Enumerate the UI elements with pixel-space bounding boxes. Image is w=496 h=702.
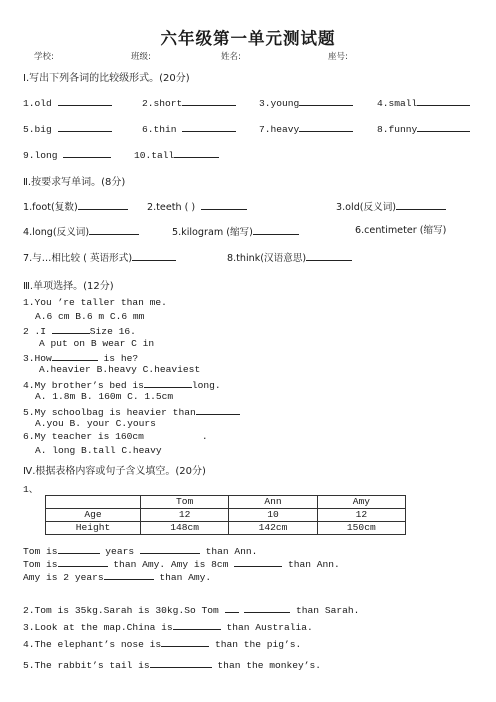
table-header-tom: Tom (141, 496, 229, 509)
answer-blank[interactable] (52, 351, 98, 361)
answer-blank[interactable] (174, 148, 219, 158)
s1-item-9: 9.long (23, 148, 111, 162)
section-1-heading: Ⅰ.写出下列各词的比较级形式。(20分) (23, 73, 190, 84)
s2-item-8: 8.think(汉语意思) (227, 251, 352, 265)
s4-question-1-label: 1、 (23, 484, 39, 495)
section-2-row-1 (0, 200, 496, 212)
answer-blank[interactable] (299, 96, 353, 106)
table-cell: 148cm (141, 522, 229, 535)
answer-blank[interactable] (173, 620, 221, 630)
table-corner-cell (46, 496, 141, 509)
section-3-heading: Ⅲ.单项选择。(12分) (23, 281, 114, 292)
s1-item-10: 10.tall (134, 148, 219, 162)
answer-blank[interactable] (89, 225, 139, 235)
section-2-row-3 (0, 251, 496, 263)
table-cell: Height (46, 522, 141, 535)
s3-question-6: 6.My teacher is 160cm . (23, 431, 208, 442)
s1-item-1: 1.old (23, 96, 112, 110)
section-2-heading: Ⅱ.按要求写单词。(8分) (23, 177, 126, 188)
answer-blank[interactable] (417, 122, 470, 132)
answer-blank[interactable] (201, 200, 247, 210)
s3-question-5: 5.My schoolbag is heavier than (23, 405, 240, 419)
answer-blank[interactable] (63, 148, 111, 158)
answer-blank[interactable] (182, 122, 236, 132)
table-cell: 150cm (317, 522, 405, 535)
table-header-amy: Amy (317, 496, 405, 509)
s2-item-6: 6.centimeter (缩写) (355, 225, 447, 236)
class-field-label: 班级: (131, 52, 151, 62)
s1-item-8: 8.funny (377, 122, 470, 136)
answer-blank[interactable] (161, 637, 209, 647)
answer-blank[interactable] (244, 603, 290, 613)
table-cell: 12 (141, 509, 229, 522)
s3-options-6: A. long B.tall C.heavy (35, 445, 162, 456)
s2-item-1: 1.foot(复数) (23, 200, 128, 214)
table-row (46, 522, 406, 535)
s3-question-3: 3.How is he? (23, 353, 139, 364)
s1-item-4: 4.small (377, 96, 470, 110)
table-cell: 10 (229, 509, 317, 522)
comparison-table (45, 495, 406, 535)
table-header-ann: Ann (229, 496, 317, 509)
section-1-row-2 (0, 122, 496, 134)
s2-item-4: 4.long(反义词) (23, 225, 139, 239)
answer-blank[interactable] (58, 96, 112, 106)
answer-blank[interactable] (144, 378, 192, 388)
answer-blank[interactable] (182, 96, 236, 106)
section-2-row-2 (0, 225, 496, 237)
s1-item-6: 6.thin (142, 122, 236, 136)
s3-question-1: 1.You ’re taller than me. (23, 297, 167, 308)
section-4-heading: Ⅳ.根据表格内容或句子含义填空。(20分) (23, 466, 206, 477)
answer-blank[interactable] (253, 225, 299, 235)
s1-item-2: 2.short (142, 96, 236, 110)
s4-question-3: 3.Look at the map.China is than Australia. (23, 622, 313, 633)
s3-question-4: 4.My brother’s bed is long. (23, 380, 221, 391)
s4-fill-line-3: Amy is 2 years than Amy. (23, 572, 212, 583)
answer-blank[interactable] (140, 544, 200, 554)
s3-options-4: A. 1.8m B. 160m C. 1.5cm (35, 391, 174, 402)
s1-item-5: 5.big (23, 122, 112, 136)
school-field-label: 学校: (34, 52, 54, 62)
answer-blank[interactable] (58, 544, 100, 554)
table-cell: 12 (317, 509, 405, 522)
section-1-row-1 (0, 96, 496, 108)
s3-options-2: A put on B wear C in (39, 338, 155, 349)
answer-blank[interactable] (396, 200, 446, 210)
answer-blank[interactable] (234, 557, 282, 567)
answer-blank[interactable] (58, 557, 108, 567)
answer-blank[interactable] (306, 251, 352, 261)
s1-item-7: 7.heavy (259, 122, 353, 136)
s3-options-5: A.you B. your C.yours (35, 418, 156, 429)
answer-blank[interactable] (196, 405, 240, 415)
table-header-row (46, 496, 406, 509)
answer-blank[interactable] (225, 603, 239, 613)
s4-question-5: 5.The rabbit’s tail is than the monkey’s. (23, 660, 322, 671)
answer-blank[interactable] (104, 570, 154, 580)
s3-options-1: A.6 cm B.6 m C.6 mm (35, 311, 145, 322)
answer-blank[interactable] (299, 122, 353, 132)
s4-question-4: 4.The elephant’s nose is than the pig’s. (23, 639, 302, 650)
table-row (46, 509, 406, 522)
s3-question-2: 2 .I Size 16. (23, 326, 136, 337)
section-1-row-3 (0, 148, 496, 160)
table-cell: 142cm (229, 522, 317, 535)
name-field-label: 姓名: (221, 52, 241, 62)
answer-blank[interactable] (58, 122, 112, 132)
answer-blank[interactable] (78, 200, 128, 210)
s2-item-2: 2.teeth ( ) (147, 200, 247, 214)
s2-item-3: 3.old(反义词) (336, 200, 446, 214)
s4-fill-line-1: Tom is years than Ann. (23, 546, 258, 557)
answer-blank[interactable] (52, 324, 90, 334)
s3-options-3: A.heavier B.heavy C.heaviest (39, 364, 201, 375)
table-cell: Age (46, 509, 141, 522)
seat-field-label: 座号: (328, 52, 348, 62)
answer-blank[interactable] (417, 96, 470, 106)
s4-fill-line-2: Tom is than Amy. Amy is 8cm than Ann. (23, 559, 340, 570)
s4-question-2: 2.Tom is 35kg.Sarah is 30kg.So Tom than Sarah. (23, 605, 360, 616)
s2-item-7: 7.与…相比较 ( 英语形式) (23, 251, 176, 265)
s2-item-5: 5.kilogram (缩写) (172, 225, 299, 239)
answer-blank[interactable] (132, 251, 176, 261)
s1-item-3: 3.young (259, 96, 353, 110)
answer-blank[interactable] (150, 658, 212, 668)
worksheet-title: 六年级第一单元测试题 (160, 29, 336, 48)
